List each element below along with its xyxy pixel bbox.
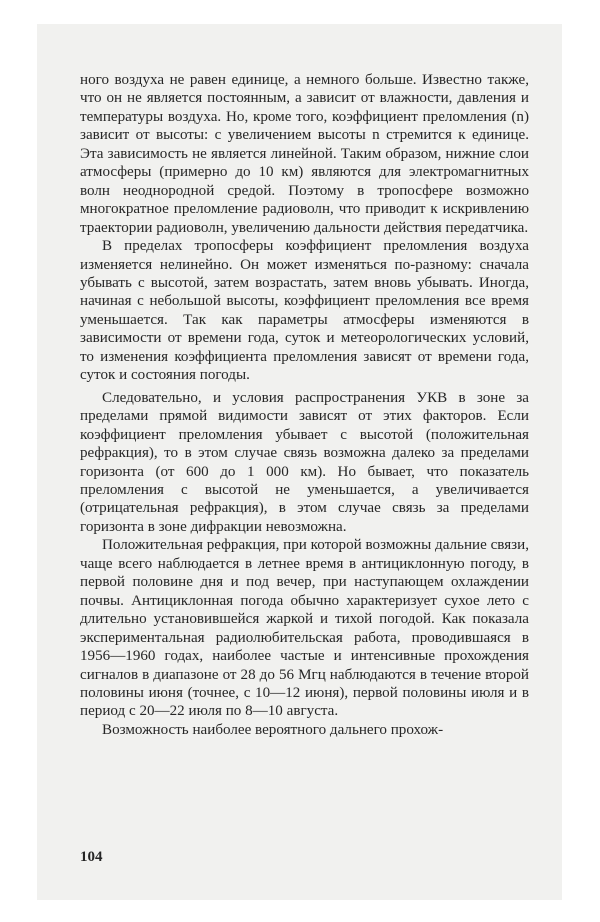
paragraph-conditions: Следовательно, и условия распространения УКВ в зоне за пределами прямой видимости зависят от этих факторов. Если коэффициент преломления убывает с высотой (положительная рефракция), то в этом случае связь возможна далеко за пределами горизонта (от 600 до 1 000 км). Но бывает, что показатель преломления с высотой не уменьшается, а увеличивается (отрицательная рефракция), в этом случае связь за пределами горизонта в зоне дифракции невозможна.: [80, 389, 529, 535]
paragraph-continued: ного воздуха не равен единице, а немного больше. Известно также, что он не является постоянным, а зависит от влажности, давления и температуры воздуха. Но, кроме того, коэффициент преломления (n) зависит от высоты: с увеличением высоты n стремится к единице. Эта зависимость не является линейной. Таким образом, нижние слои атмосферы (примерно до 10 км) являются для электромагнитных волн неоднородной средой. Поэтому в тропосфере возможно многократное преломление радиоволн, что приводит к искривлению траектории радиоволн, увеличению дальности действия передатчика.: [80, 72, 529, 236]
paragraph-possibility: Возможность наиболее вероятного дальнего прохож-: [102, 721, 444, 738]
paragraph-positive-refraction: Положительная рефракция, при которой возможны дальние связи, чаще всего наблюдается в летнее время в антициклонную погоду, в первой половине дня и под вечер, при наступающем охлаждении почвы. Антициклонная погода обычно характеризует сухое лето с длительно установившейся жаркой и тихой погодой. Как показала экспериментальная радиолюбительская работа, проводившаяся в 1956—1960 годах, наиболее частые и интенсивные прохождения сигналов в диапазоне от 28 до 56 Мгц наблюдаются в течение второй половины июня (точнее, с 10—12 июня), первой половины июля и в период с 20—22 июля по 8—10 августа.: [80, 537, 529, 720]
paragraph-troposphere: В пределах тропосферы коэффициент преломления воздуха изменяется нелинейно. Он может изменяться по-разному: сначала убывать с высотой, затем возрастать, затем вновь убывать. Иногда, начиная с небольшой высоты, коэффициент преломления все время уменьшается. Так как параметры атмосферы изменяются в зависимости от времени года, суток и метеорологических условий, то изменения коэффициента преломления зависят от времени года, суток и состояния погоды.: [80, 238, 529, 384]
page-number: 104: [80, 849, 103, 865]
body-text: [80, 71, 529, 739]
book-page: [37, 24, 562, 900]
